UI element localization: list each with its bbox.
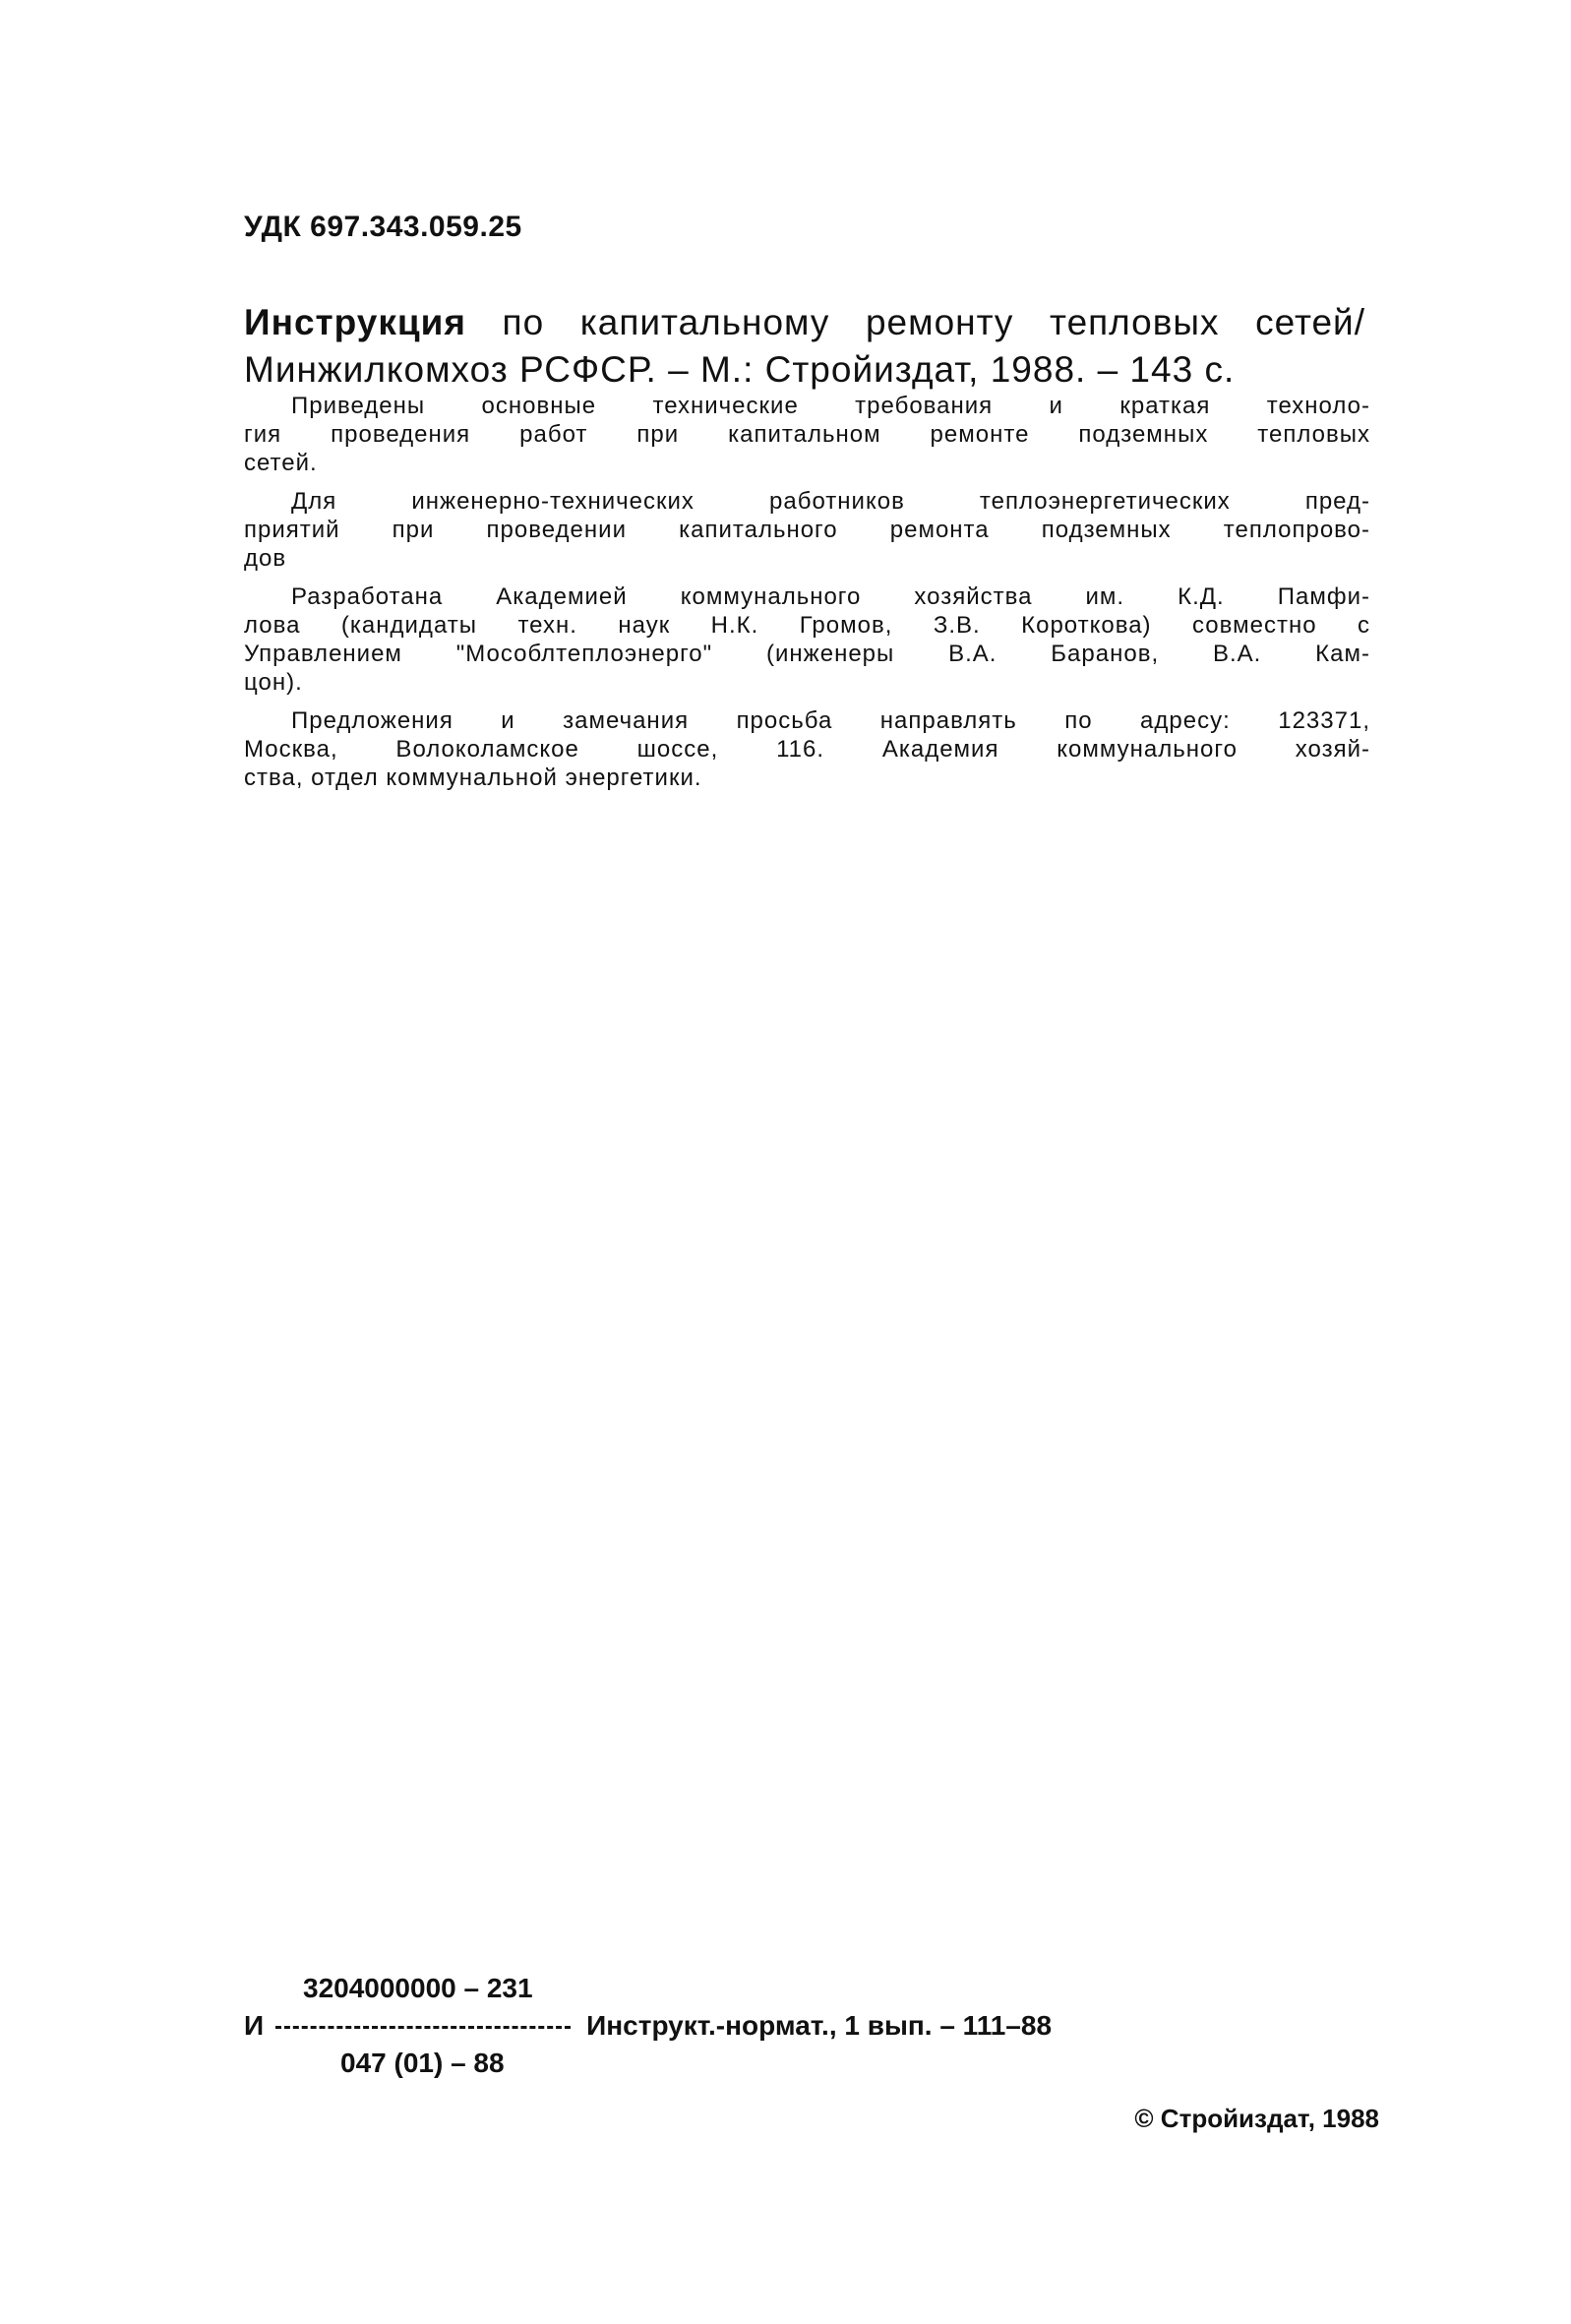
publication-index [244,1970,1052,2082]
catalog-entry: Инструкт.-нормат., 1 вып. – 111–88 [586,2010,1053,2041]
bibliographic-citation [244,299,1365,394]
text-line: сетей. [244,450,318,476]
fraction-bar [275,2026,571,2029]
abstract-paragraph-contents [244,392,1370,477]
abstract-paragraph-authors [244,582,1370,697]
text-line: лова (кандидаты техн. наук Н.К. Громов, З.В. Короткова) совместно с [244,612,1370,639]
text-line: Предложения и замечания просьба направлять по адресу: 123371, [291,707,1370,734]
index-denominator: 047 (01) – 88 [340,2048,505,2078]
udk-code: УДК 697.343.059.25 [244,211,522,243]
copyright-notice: © Стройиздат, 1988 [1134,2104,1379,2133]
text-line: Разработана Академией коммунального хозяйства им. К.Д. Памфи- [291,583,1370,610]
index-prefix: И [244,2010,265,2041]
citation-line-2: Минжилкомхоз РСФСР. – М.: Стройиздат, 1988. – 143 с. [244,349,1236,390]
citation-title-rest: по капитальному ремонту тепловых сетей/ [502,302,1366,342]
text-line: Управлением "Мособлтеплоэнерго" (инженеры В.А. Баранов, В.А. Кам- [244,641,1370,667]
text-line: Москва, Волоколамское шоссе, 116. Академия коммунального хозяй- [244,736,1370,763]
text-line: Для инженерно-технических работников теплоэнергетических пред- [291,488,1370,515]
index-numerator: 3204000000 – 231 [303,1973,533,2003]
text-line: приятий при проведении капитального ремонта подземных теплопрово- [244,517,1370,543]
text-line: цон). [244,669,303,696]
text-line: Приведены основные технические требования и краткая техноло- [291,393,1370,419]
citation-title: Инструкция [244,302,466,342]
abstract [244,392,1370,802]
text-line: дов [244,545,287,572]
abstract-paragraph-address [244,706,1370,792]
citation-line-1 [244,299,1365,346]
text-line: ства, отдел коммунальной энергетики. [244,764,702,791]
text-line: гия проведения работ при капитальном ремонте подземных тепловых [244,421,1370,448]
abstract-paragraph-audience [244,487,1370,573]
index-row [244,2007,1052,2045]
